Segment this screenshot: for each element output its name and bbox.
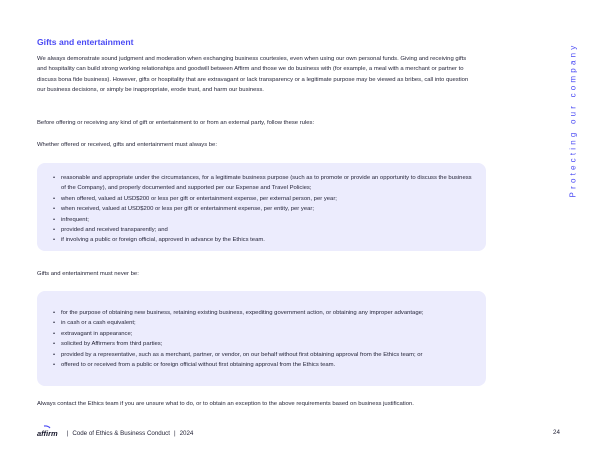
bullet-icon: • bbox=[53, 227, 56, 234]
bullet-icon: • bbox=[53, 320, 56, 327]
list-item: • when offered, valued at USD$200 or less per gift or entertainment expense, per external person, per year; bbox=[53, 194, 474, 204]
side-label bbox=[558, 20, 588, 220]
list-item: • infrequent; bbox=[53, 215, 474, 225]
bullet-icon: • bbox=[53, 175, 56, 181]
footer-separator: | bbox=[66, 430, 69, 437]
footer bbox=[37, 429, 193, 438]
intro-paragraph: We always demonstrate sound judgment and moderation when exchanging business courtesies, even when using our own personal funds. Giving and receiving gifts and hospitality can build strong working relationships and goodwill between Affirm and those we do business with (for example, a meal with a merchant or partner to discuss bona fide business). However, gifts or hospitality that are extravagant or lack transparency or a legitimate purpose may be viewed as bribes, call into question our business decisions, or simply be inappropriate, erode trust, and harm our business. bbox=[37, 56, 469, 94]
list-item: • solicited by Affirmers from third parties; bbox=[53, 339, 474, 349]
list-item: • provided by a representative, such as a merchant, partner, or vendor, on our behalf without first obtaining approval from the Ethics team; or bbox=[53, 350, 474, 360]
page-number: 24 bbox=[553, 429, 560, 436]
footer-year: 2024 bbox=[179, 430, 194, 437]
bullet-icon: • bbox=[53, 216, 56, 223]
bullet-icon: • bbox=[53, 341, 56, 348]
logo-arc-icon bbox=[37, 425, 51, 430]
list-item: • offered to or received from a public or foreign official without first obtaining approval from the Ethics team. bbox=[53, 360, 474, 370]
never-be-panel bbox=[37, 291, 486, 386]
footer-separator: | bbox=[174, 430, 176, 437]
list-item: • if involving a public or foreign official, approved in advance by the Ethics team. bbox=[53, 235, 474, 245]
bullet-icon: • bbox=[53, 206, 56, 213]
bullet-icon: • bbox=[53, 362, 56, 369]
must-be-intro: Whether offered or received, gifts and entertainment must always be: bbox=[37, 142, 217, 148]
side-label-text: Protecting our company bbox=[568, 42, 578, 198]
must-be-list bbox=[53, 173, 474, 246]
closing-paragraph: Always contact the Ethics team if you are unsure what to do, or to obtain an exception to the above requirements based on business justification. bbox=[37, 401, 414, 407]
list-item: • reasonable and appropriate under the circumstances, for a legitimate business purpose (such as to promote or provide an opportunity to discuss the business of the Company), and properly documented and supported per our Expense and Travel Policies; bbox=[53, 175, 472, 192]
bullet-icon: • bbox=[53, 310, 56, 316]
rules-intro-paragraph: Before offering or receiving any kind of gift or entertainment to or from an external party, follow these rules: bbox=[37, 120, 315, 126]
must-be-panel bbox=[37, 163, 486, 251]
bullet-icon: • bbox=[53, 351, 56, 358]
never-be-intro: Gifts and entertainment must never be: bbox=[37, 271, 139, 277]
list-item: • when received, valued at USD$200 or less per gift or entertainment expense, per entity, per year; bbox=[53, 204, 474, 214]
bullet-icon: • bbox=[53, 237, 56, 244]
list-item: • extravagant in appearance; bbox=[53, 329, 474, 339]
bullet-icon: • bbox=[53, 330, 56, 337]
affirm-logo: affirm bbox=[37, 429, 58, 438]
list-item: • in cash or a cash equivalent; bbox=[53, 318, 474, 328]
list-item: • provided and received transparently; and bbox=[53, 225, 474, 235]
list-item: • for the purpose of obtaining new business, retaining existing business, expediting government action, or obtaining any improper advantage; bbox=[53, 308, 474, 318]
bullet-icon: • bbox=[53, 195, 56, 202]
footer-doc-title: Code of Ethics & Business Conduct bbox=[72, 430, 170, 437]
never-be-list bbox=[53, 308, 474, 370]
section-title: Gifts and entertainment bbox=[37, 37, 134, 47]
